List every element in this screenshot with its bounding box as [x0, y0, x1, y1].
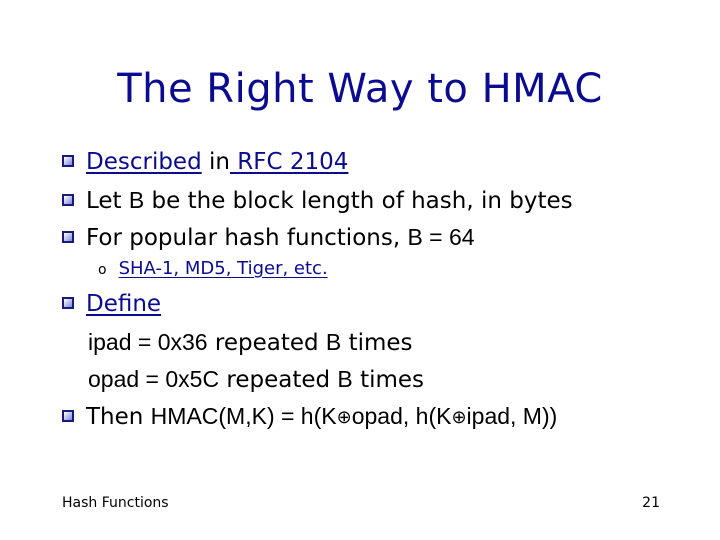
bullet-text: be the block length of hash, in bytes	[144, 188, 573, 214]
ipad-text: ipad = 0x36	[88, 329, 208, 355]
bullet-text: For popular hash functions,	[86, 225, 408, 251]
ipad-text: repeated	[207, 330, 326, 356]
bullet-text: B	[128, 187, 145, 213]
bullet-described	[62, 148, 348, 176]
bullet-text: B = 64	[407, 224, 475, 250]
opad-text: repeated	[219, 367, 338, 393]
bullet-define	[62, 290, 161, 318]
bullet-text: Let	[86, 188, 129, 214]
hmac-formula: opad, h(K	[351, 403, 452, 429]
square-bullet-icon	[62, 155, 74, 167]
bullet-text: in	[201, 149, 230, 175]
define-link[interactable]: Define	[86, 291, 162, 317]
ipad-text: B	[325, 329, 342, 355]
ipad-text: times	[341, 330, 413, 356]
slide-title: The Right Way to HMAC	[117, 66, 603, 112]
hmac-formula: HMAC(M,K) = h(K	[150, 403, 337, 429]
opad-text: times	[352, 367, 425, 393]
xor-symbol: ⊕	[336, 407, 352, 428]
page-number: 21	[642, 495, 660, 511]
described-link[interactable]: Described	[86, 149, 202, 175]
square-bullet-icon	[62, 297, 74, 309]
bullet-block-length	[62, 186, 573, 215]
opad-text: opad = 0x5C	[88, 366, 220, 392]
ipad-definition	[88, 328, 413, 357]
opad-definition	[88, 365, 424, 394]
rfc-link[interactable]: RFC 2104	[229, 149, 349, 175]
sub-bullet-marker: o	[98, 262, 107, 278]
square-bullet-icon	[62, 194, 74, 206]
square-bullet-icon	[62, 231, 74, 243]
xor-symbol: ⊕	[451, 407, 467, 428]
bullet-popular-hash	[62, 223, 475, 252]
examples-link[interactable]: SHA-1, MD5, Tiger, etc.	[118, 258, 328, 279]
square-bullet-icon	[62, 410, 74, 422]
footer-label: Hash Functions	[62, 495, 169, 511]
bullet-hmac-formula	[62, 402, 557, 432]
bullet-text: Then	[86, 404, 151, 430]
sub-bullet-examples	[98, 258, 328, 279]
hmac-formula: ipad, M))	[466, 403, 558, 429]
opad-text: B	[337, 366, 353, 392]
